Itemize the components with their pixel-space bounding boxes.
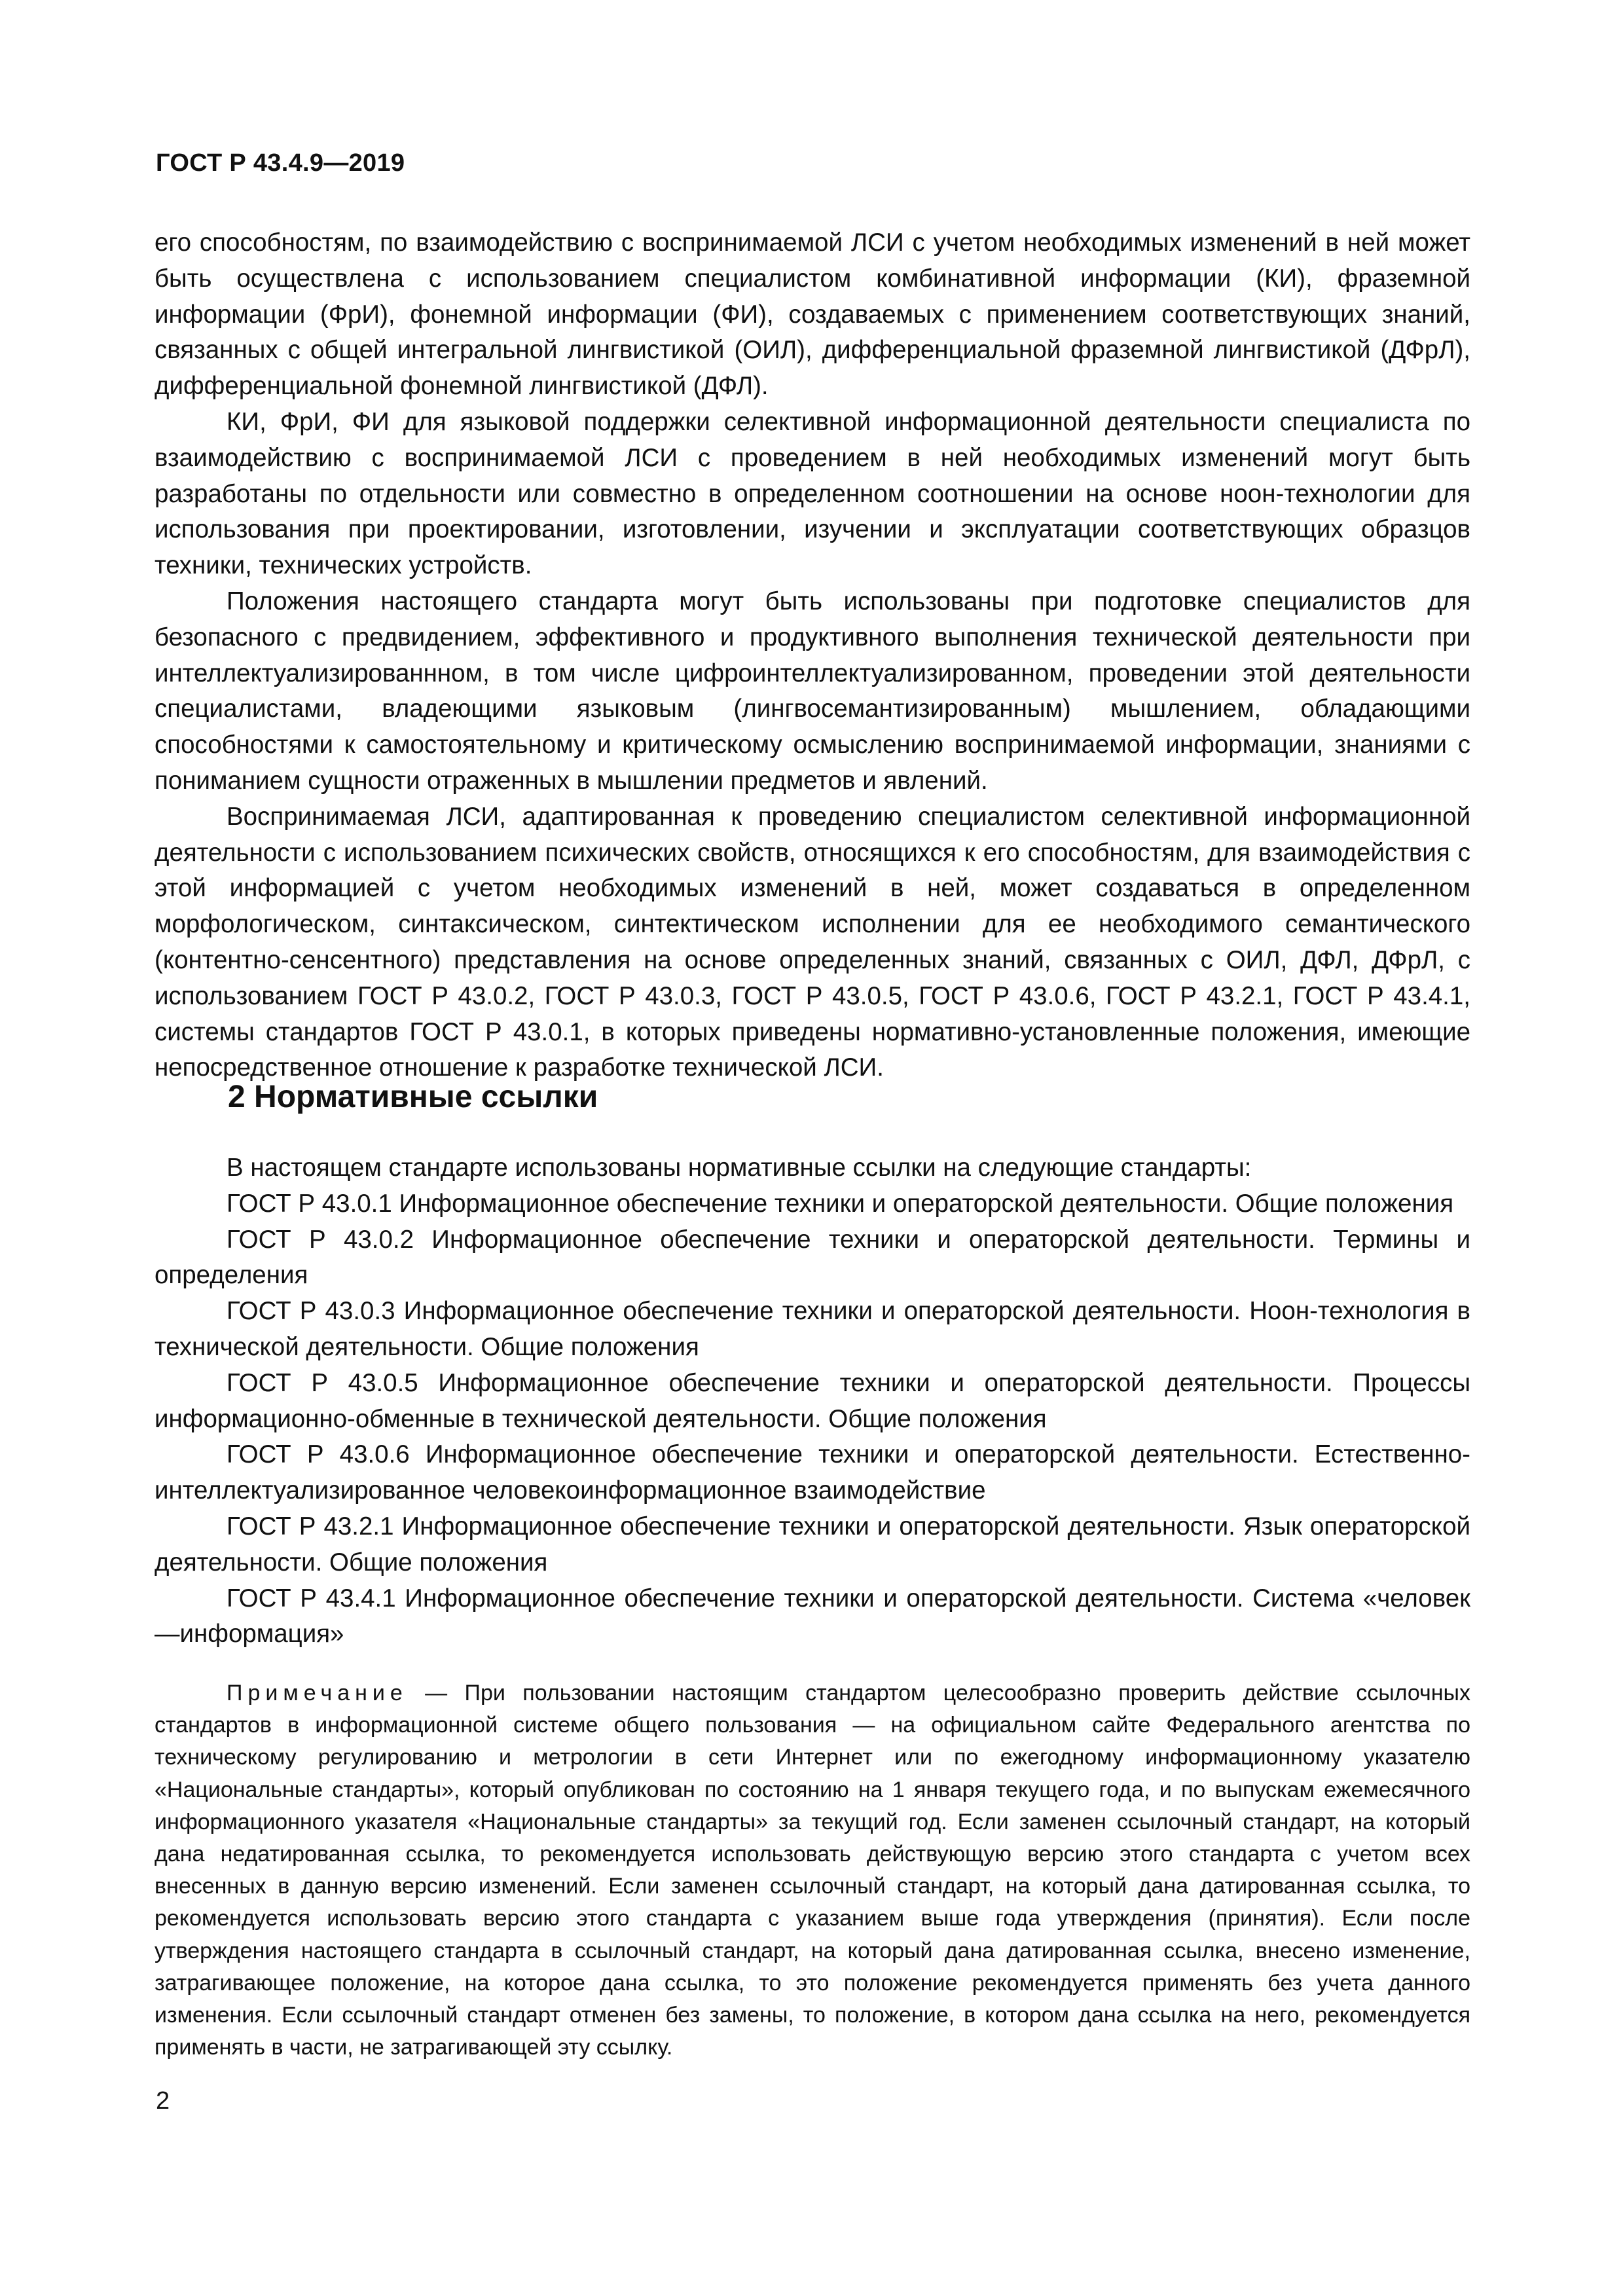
document-header: ГОСТ Р 43.4.9—2019 [156, 149, 405, 177]
page-number: 2 [156, 2087, 170, 2115]
intro-paragraph: Положения настоящего стандарта могут быть использованы при подготовке специалистов для безопасного с предвидением, эффективного и продуктивного выполнения технической деятельности при интеллектуализированнном, в том числе цифроинтеллектуализированном, проведении этой деятельности специалистами, владеющими языковым (лингвосемантизированным) мышлением, обладающими способностями к самостоятельному и критическому осмыслению воспринимаемой информации, знаниями с пониманием сущности отраженных в мышлении предметов и явлений. [155, 587, 1470, 795]
intro-paragraph: Воспринимаемая ЛСИ, адаптированная к проведению специалистом селективной информационной деятельности с использованием психических свойств, относящихся к его способностям, для взаимодействия с этой информацией с учетом необходимых изменений в ней, может создаваться в определенном морфологическом, синтаксическом, синтектическом исполнении для ее необходимого семантического (контентно-сенсентного) представления на основе определенных знаний, связанных с ОИЛ, ДФЛ, ДФрЛ, с использованием ГОСТ Р 43.0.2, ГОСТ Р 43.0.3, ГОСТ Р 43.0.5, ГОСТ Р 43.0.6, ГОСТ Р 43.2.1, ГОСТ Р 43.4.1, системы стандартов ГОСТ Р 43.0.1, в которых приведены нормативно-установленные положения, имеющие непосредственное отношение к разработке технической ЛСИ. [155, 802, 1470, 1082]
normative-references [155, 1150, 1470, 1652]
reference-item: ГОСТ Р 43.0.2 Информационное обеспечение техники и операторской деятельности. Термины и определения [155, 1225, 1470, 1290]
reference-item: ГОСТ Р 43.2.1 Информационное обеспечение техники и операторской деятельности. Язык операторской деятельности. Общие положения [155, 1512, 1470, 1576]
intro-paragraph: КИ, ФрИ, ФИ для языковой поддержки селективной информационной деятельности специалиста по взаимодействию с воспринимаемой ЛСИ с проведением в ней необходимых изменений могут быть разработаны по отдельности или совместно в определенном соотношении на основе ноон-технологии для использования при проектировании, изготовлении, изучении и эксплуатации соответствующих образцов техники, технических устройств. [155, 407, 1470, 580]
references-lead: В настоящем стандарте использованы нормативные ссылки на следующие стандарты: [227, 1154, 1252, 1182]
intro-paragraph: его способностям, по взаимодействию с воспринимаемой ЛСИ с учетом необходимых изменений в ней может быть осуществлена с использованием специалистом комбинативной информации (КИ), фраземной информации (ФрИ), фонемной информации (ФИ), создаваемых с применением соответствующих знаний, связанных с общей интегральной лингвистикой (ОИЛ), дифференциальной фраземной лингвистикой (ДФрЛ), дифференциальной фонемной лингвистикой (ДФЛ). [155, 228, 1470, 401]
note-paragraph [155, 1677, 1470, 2064]
reference-item: ГОСТ Р 43.0.6 Информационное обеспечение техники и операторской деятельности. Естественно-интеллектуализированное человекоинформационное взаимодействие [155, 1440, 1470, 1505]
section-title: 2 Нормативные ссылки [228, 1080, 598, 1114]
reference-item: ГОСТ Р 43.4.1 Информационное обеспечение техники и операторской деятельности. Система «человек—информация» [155, 1584, 1470, 1649]
note-text: — При пользовании настоящим стандартом целесообразно проверить действие ссылочных стандартов в информационной системе общего пользования — на официальном сайте Федерального агентства по техническому регулированию и метрологии в сети Интернет или по ежегодному информационному указателю «Национальные стандарты», который опубликован по состоянию на 1 января текущего года, и по выпускам ежемесячного информационного указателя «Национальные стандарты» за текущий год. Если заменен ссылочный стандарт, на который дана недатированная ссылка, то рекомендуется использовать действующую версию этого стандарта с учетом всех внесенных в данную версию изменений. Если заменен ссылочный стандарт, на который дана датированная ссылка, то рекомендуется использовать версию этого стандарта с указанием выше года утверждения (принятия). Если после утверждения настоящего стандарта в ссылочный стандарт, на который дана датированная ссылка, внесено изменение, затрагивающее положение, на которое дана ссылка, то это положение рекомендуется применять без учета данного изменения. Если ссылочный стандарт отменен без замены, то положение, в котором дана ссылка на него, рекомендуется применять в части, не затрагивающей эту ссылку. [155, 1681, 1470, 2060]
note-label: Примечание [227, 1681, 408, 1705]
reference-item: ГОСТ Р 43.0.5 Информационное обеспечение техники и операторской деятельности. Процессы информационно-обменные в технической деятельности. Общие положения [155, 1368, 1470, 1433]
reference-item: ГОСТ Р 43.0.3 Информационное обеспечение техники и операторской деятельности. Ноон-технология в технической деятельности. Общие положения [155, 1297, 1470, 1361]
intro-text [155, 225, 1470, 1086]
reference-item: ГОСТ Р 43.0.1 Информационное обеспечение техники и операторской деятельности. Общие положения [227, 1189, 1454, 1218]
note-block [155, 1677, 1470, 2064]
